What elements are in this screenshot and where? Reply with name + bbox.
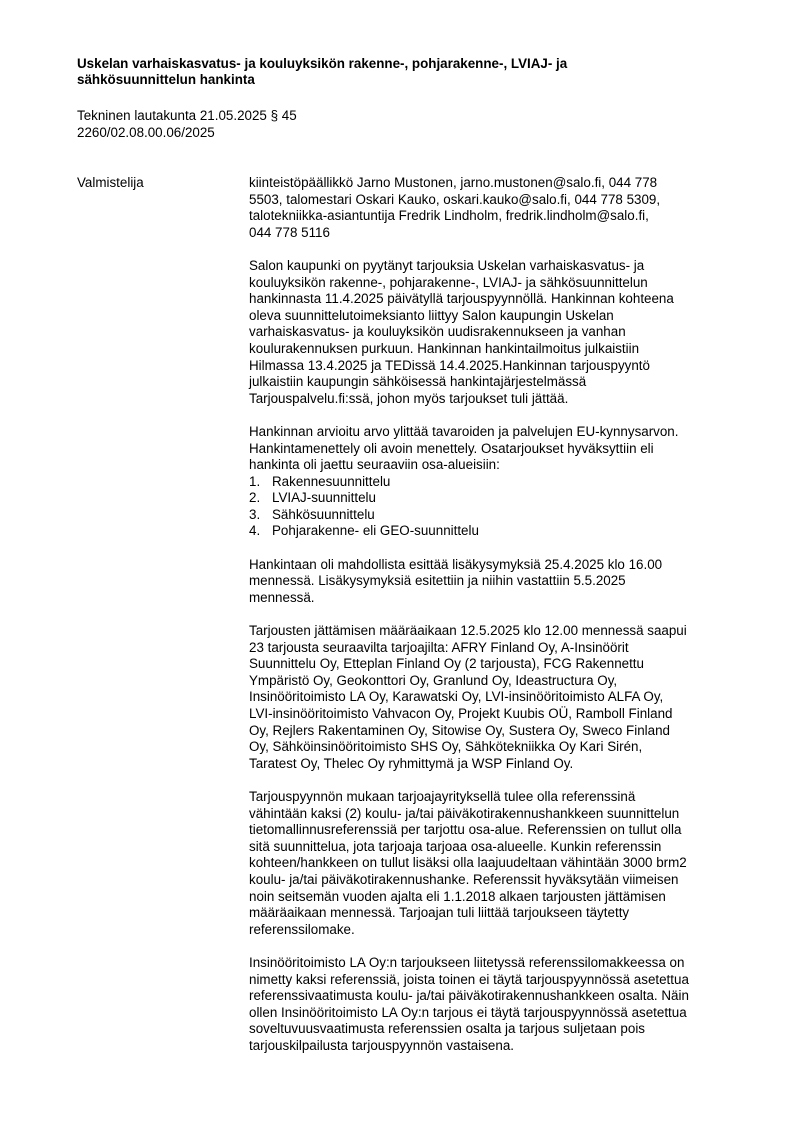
text-line: nimetty kaksi referenssiä, joista toinen ei täytä tarjouspyynnössä asetettua bbox=[249, 971, 689, 987]
list-number: 1. bbox=[249, 473, 261, 489]
text-line: Hankintaan oli mahdollista esittää lisäkysymyksiä 25.4.2025 klo 16.00 bbox=[249, 556, 663, 572]
text-line: 044 778 5116 bbox=[249, 224, 330, 240]
subarea-list bbox=[249, 474, 739, 540]
list-item bbox=[249, 474, 739, 491]
paragraph-questions bbox=[249, 557, 739, 607]
text-line: hankinnasta 11.4.2025 päivätyllä tarjouspyynnöllä. Hankinnan kohteena bbox=[249, 291, 674, 307]
text-line: Hankintamenettely oli avoin menettely. Osatarjoukset hyväksyttiin eli bbox=[249, 440, 654, 456]
list-text: Rakennesuunnittelu bbox=[272, 473, 391, 489]
text-line: soveltuvuusvaatimusta referenssien osalta ja tarjous suljetaan pois bbox=[249, 1021, 645, 1037]
text-line: referenssilomake. bbox=[249, 921, 355, 937]
text-line: noin seitsemän vuoden ajalta eli 1.1.2018 alkaen tarjousten jättämisen bbox=[249, 888, 666, 904]
paragraph-bidders bbox=[249, 623, 739, 772]
case-number: 2260/02.08.00.06/2025 bbox=[77, 124, 215, 140]
text-line: LVI-insinööritoimisto Vahvacon Oy, Projekt Kuubis OÜ, Ramboll Finland bbox=[249, 706, 673, 721]
text-line: Insinööritoimisto LA Oy:n tarjoukseen liitetyssä referenssilomakkeessa on bbox=[249, 954, 685, 970]
text-line: Oy, Sähköinsinööritoimisto SHS Oy, Sähkötekniikka Oy Kari Sirén, bbox=[249, 739, 643, 755]
text-line: Hilmassa 13.4.2025 ja TEDissä 14.4.2025.Hankinnan tarjouspyyntö bbox=[249, 357, 650, 373]
text-line: Hankinnan arvioitu arvo ylittää tavaroiden ja palvelujen EU-kynnysarvon. bbox=[249, 423, 679, 439]
text-line: mennessä. Lisäkysymyksiä esitettiin ja niihin vastattiin 5.5.2025 bbox=[249, 573, 626, 589]
meeting-reference: Tekninen lautakunta 21.05.2025 § 45 bbox=[77, 108, 297, 123]
list-item bbox=[249, 490, 739, 507]
text-line: talotekniikka-asiantuntija Fredrik Lindholm, fredrik.lindholm@salo.fi, bbox=[249, 208, 649, 224]
text-line: Insinööritoimisto LA Oy, Karawatski Oy, LVI-insinööritoimisto ALFA Oy, bbox=[249, 689, 664, 705]
paragraph-references bbox=[249, 789, 739, 938]
list-item bbox=[249, 523, 739, 540]
list-number: 2. bbox=[249, 490, 261, 506]
title-line: Uskelan varhaiskasvatus- ja kouluyksikön rakenne-, pohjarakenne-, LVIAJ- ja bbox=[77, 56, 568, 71]
text-line: koulurakennuksen purkuun. Hankinnan hankintailmoitus julkaistiin bbox=[249, 340, 640, 356]
text-line: julkaistiin kaupungin sähköisessä hankintajärjestelmässä bbox=[249, 374, 587, 390]
document-body bbox=[249, 175, 739, 1071]
text-line: määräaikaan mennessä. Tarjoajan tuli liittää tarjoukseen täytetty bbox=[249, 905, 630, 921]
text-line: kouluyksikön rakenne-, pohjarakenne-, LVIAJ- ja sähkösuunnittelun bbox=[249, 274, 648, 290]
list-number: 3. bbox=[249, 506, 261, 522]
preparers bbox=[249, 175, 739, 241]
list-text: Sähkösuunnittelu bbox=[272, 506, 375, 522]
text-line: 23 tarjousta seuraavilta tarjoajilta: AFRY Finland Oy, A-Insinöörit bbox=[249, 639, 629, 655]
list-text: Pohjarakenne- eli GEO-suunnittelu bbox=[272, 523, 479, 539]
list-text: LVIAJ-suunnittelu bbox=[272, 490, 376, 506]
text-line: Tarjouspalvelu.fi:ssä, johon myös tarjoukset tuli jättää. bbox=[249, 390, 569, 406]
text-line: ollen Insinööritoimisto LA Oy:n tarjous ei täytä tarjouspyynnössä asetettua bbox=[249, 1004, 687, 1020]
list-number: 4. bbox=[249, 523, 261, 539]
text-line: mennessä. bbox=[249, 589, 315, 605]
paragraph-background bbox=[249, 258, 739, 407]
text-line: kohteen/hankkeen on tullut lisäksi olla laajuudeltaan vähintään 3000 brm2 bbox=[249, 855, 687, 871]
text-line: koulu- ja/tai päiväkotirakennushanke. Referenssit hyväksytään viimeisen bbox=[249, 871, 679, 887]
text-line: Tarjouspyynnön mukaan tarjoajayrityksellä tulee olla referenssinä bbox=[249, 788, 636, 804]
text-line: Suunnittelu Oy, Etteplan Finland Oy (2 tarjousta), FCG Rakennettu bbox=[249, 656, 644, 672]
paragraph-procedure bbox=[249, 424, 739, 474]
text-line: vähintään kaksi (2) koulu- ja/tai päiväkotirakennushankkeen suunnittelun bbox=[249, 805, 680, 821]
text-line: kiinteistöpäällikkö Jarno Mustonen, jarno.mustonen@salo.fi, 044 778 bbox=[249, 175, 658, 190]
list-item bbox=[249, 507, 739, 524]
text-line: varhaiskasvatus- ja kouluyksikön uudisrakennukseen ja vanhan bbox=[249, 324, 626, 340]
text-line: Tarjousten jättämisen määräaikaan 12.5.2025 klo 12.00 mennessä saapui bbox=[249, 623, 687, 639]
text-line: 5503, talomestari Oskari Kauko, oskari.kauko@salo.fi, 044 778 5309, bbox=[249, 191, 661, 207]
paragraph-exclusion bbox=[249, 955, 739, 1055]
text-line: Oy, Rejlers Rakentaminen Oy, Sitowise Oy, Sustera Oy, Sweco Finland bbox=[249, 722, 670, 738]
text-line: Salon kaupunki on pyytänyt tarjouksia Uskelan varhaiskasvatus- ja bbox=[249, 257, 645, 273]
text-line: oleva suunnittelutoimeksianto liittyy Salon kaupungin Uskelan bbox=[249, 307, 614, 323]
text-line: hankinta oli jaettu seuraaviin osa-alueisiin: bbox=[249, 457, 500, 473]
text-line: Ympäristö Oy, Geokonttori Oy, Granlund Oy, Ideastructura Oy, bbox=[249, 672, 618, 688]
text-line: referenssivaatimusta koulu- ja/tai päiväkotirakennushankkeen osalta. Näin bbox=[249, 988, 689, 1004]
text-line: tietomallinnusreferenssiä per tarjottu osa-alue. Referenssien on tullut olla bbox=[249, 822, 682, 838]
title-line: sähkösuunnittelun hankinta bbox=[77, 72, 255, 87]
text-line: sitä suunnittelua, jota tarjoaja tarjoaa osa-alueelle. Kunkin referenssin bbox=[249, 838, 662, 854]
document-title bbox=[77, 56, 697, 88]
preparer-label: Valmistelija bbox=[77, 175, 144, 190]
text-line: tarjouskilpailusta tarjouspyynnön vastaisena. bbox=[249, 1037, 514, 1053]
text-line: Taratest Oy, Thelec Oy ryhmittymä ja WSP Finland Oy. bbox=[249, 755, 574, 771]
meeting-info bbox=[77, 108, 297, 141]
